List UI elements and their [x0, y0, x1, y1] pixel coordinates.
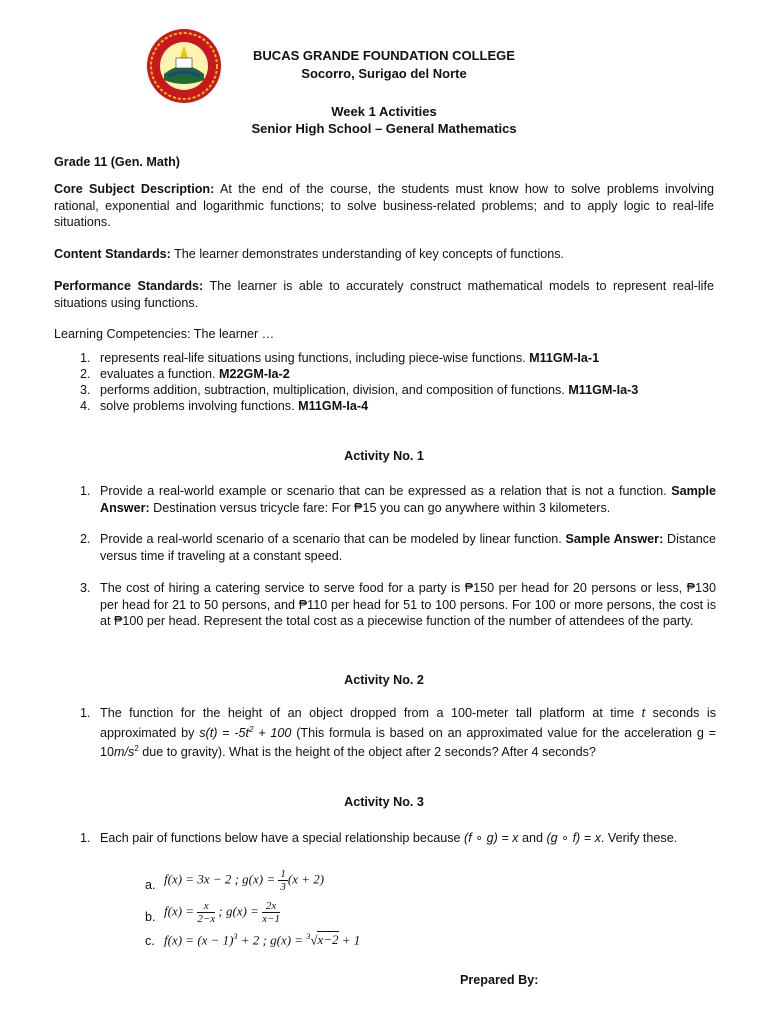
competency-code: M22GM-Ia-2 [219, 367, 290, 381]
performance-text: The learner is able to accurately construct mathematical models to represent real-life situations using functions. [54, 279, 714, 310]
core-description [54, 181, 714, 231]
part-a-formula: f(x) = 3x − 2 ; g(x) = $\frac{1}{3}$ (x + 2) [164, 868, 325, 893]
competency-text: performs addition, subtraction, multiplication, division, and composition of functions. M11GM-Ia-3 [100, 383, 639, 397]
document-page: BUCAS GRANDE FOUNDATION COLLEGE Socorro, Surigao del Norte Week 1 Activities Senior High School – General Mathematics Grade 11 (Gen. Math) Core Subject Description: At the end of the course, the students must know how to solve problems involving rational, exponential and logarithmic functions; to solve business-related problems; and to apply logic to real-life situations. Content Standards: The learner demonstrates understanding of key concepts of functions. Performance Standards: The learner is able to accurately construct mathematical models to represent real-life situations using functions. Learning Competencies: The learner … 1. represents real-life situations using functions, including piece-wise functions. M11GM-Ia-1 2. evaluates a function. M22GM-Ia-2 3. performs addition, subtraction, multiplication, division, and composition of functions. M11GM-Ia-3 4. solve problems involving functions. M11GM-Ia-4 Activity No. 1 1. Provide a real-world example or scenario that can be expressed as a relation that is not a function. Sample Answer: Destination versus tricycle fare: For ₱15 you can go anywhere within 3 kilometers. 2. Provide a real-world scenario of a scenario that can be modeled by linear function. Sample Answer: Distance versus time if traveling at a constant speed. 3. The cost of hiring a catering service to serve food for a party is ₱150 per head for 20 persons or less, ₱130 per head for 21 to 50 persons, and ₱110 per head for 51 to 100 persons. For 100 or more persons, the cost is at ₱100 per head. Represent the total cost as a piecewise function of the number of attendees of the party. Activity No. 2 1. The function for the height of an object dropped from a 100-meter tall platform at time t seconds is approximated by $s(t) = -5t^2 + 100$ (This formula is based on an approximated value for the acceleration $g = 10m/s^2$ due to gravity). What is the height of the object after 2 seconds? After 4 seconds? Activity No. 3 1. Each pair of functions below have a special relationship because (f ∘ g) = x and (g ∘ f) = x. Verify these. a. f(x) = 3x − 2 ; g(x) = $\frac{1}{3}$ (x + 2) b. f(x) = $\frac{x}{2-x}$ ; g(x) = $\frac{2x}{x-1}$ c. $f(x) = (x - 1)^3 + 2$ ; g(x) = $^3$√x−2 + 1 Prepared By: [0, 0, 768, 1024]
competency-text: evaluates a function. M22GM-Ia-2 [100, 367, 290, 381]
sample-answer-label: Sample Answer: [100, 484, 716, 515]
fraction: $\frac{1}{3}$ [280, 868, 286, 893]
core-label: Core Subject Description: [54, 182, 215, 196]
college-location: Socorro, Surigao del Norte [301, 66, 467, 81]
subject-title: Senior High School – General Mathematics [251, 121, 517, 136]
activity-3-title: Activity No. 3 [344, 795, 424, 809]
performance-label: Performance Standards: [54, 279, 204, 293]
content-standards [54, 246, 714, 263]
content-text: The learner demonstrates understanding of key concepts of functions. [170, 247, 565, 261]
list-number: 1. [80, 831, 91, 845]
activity-1-title: Activity No. 1 [344, 449, 424, 463]
college-name: BUCAS GRANDE FOUNDATION COLLEGE [253, 48, 515, 63]
part-c-label: c. [145, 934, 155, 948]
part-c-formula: $f(x) = (x - 1)^3 + 2$ ; g(x) = $^3$√x−2 + 1 [164, 932, 361, 948]
sample-answer-label: Sample Answer: [565, 532, 664, 546]
performance-standards [54, 278, 714, 311]
week-title: Week 1 Activities [331, 104, 437, 119]
part-a-label: a. [145, 878, 156, 892]
fraction: $\frac{2x}{x-1}$ [262, 900, 280, 925]
radical-icon: √ [310, 932, 318, 948]
content-label: Content Standards: [54, 247, 171, 261]
list-number: 1. [80, 484, 91, 498]
list-number: 1. [80, 706, 91, 720]
competency-text: solve problems involving functions. M11GM-Ia-4 [100, 399, 369, 413]
grade-label: Grade 11 (Gen. Math) [54, 155, 180, 169]
competencies-intro: Learning Competencies: The learner … [54, 327, 275, 341]
competency-code: M11GM-Ia-3 [568, 383, 639, 397]
prepared-by-label: Prepared By: [460, 973, 539, 987]
activity-2-title: Activity No. 2 [344, 673, 424, 687]
list-number: 3. [80, 581, 91, 595]
competency-code: M11GM-Ia-1 [529, 351, 600, 365]
part-b-formula: f(x) = $\frac{x}{2-x}$ ; g(x) = $\frac{2x}{x-1}$ [164, 900, 280, 925]
list-number: 4. [80, 399, 91, 413]
competency-code: M11GM-Ia-4 [298, 399, 369, 413]
list-number: 2. [80, 367, 91, 381]
height-formula: $s(t) = -5t^2 + 100$ [199, 724, 292, 740]
part-b-label: b. [145, 910, 156, 924]
competency-text: represents real-life situations using functions, including piece-wise functions. M11GM-Ia-1 [100, 351, 600, 365]
list-number: 2. [80, 532, 91, 546]
list-number: 1. [80, 351, 91, 365]
fraction: $\frac{x}{2-x}$ [197, 900, 216, 925]
core-text: At the end of the course, the students must know how to solve problems involving rational, exponential and logarithmic functions; to solve business-related problems; and to apply logic to real-life situations. [54, 182, 714, 229]
list-number: 3. [80, 383, 91, 397]
